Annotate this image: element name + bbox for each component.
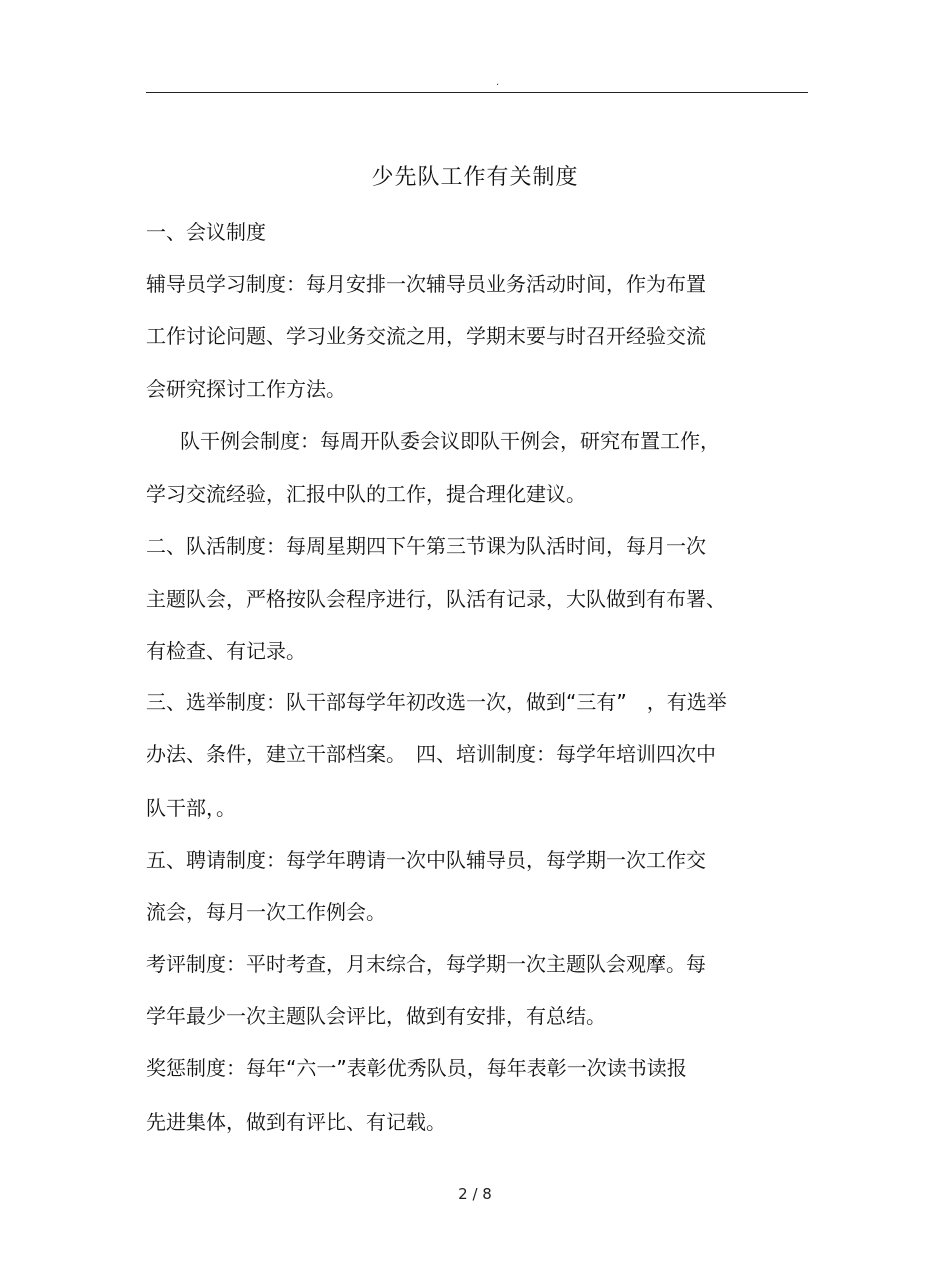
body-line-17: 奖惩制度：每年“六一”表彰优秀队员，每年表彰一次读书读报 xyxy=(146,1056,687,1080)
body-line-4: 会研究探讨工作方法。 xyxy=(146,377,346,401)
page-header-mark: . xyxy=(496,77,500,88)
body-line-9: 有检查、有记录。 xyxy=(146,639,306,663)
body-line-11: 办法、条件，建立干部档案。 四、培训制度：每学年培训四次中 xyxy=(146,742,716,766)
header-rule xyxy=(146,92,808,93)
body-line-3: 工作讨论问题、学习业务交流之用，学期末要与时召开经验交流 xyxy=(146,324,706,348)
body-line-7: 二、队活制度：每周星期四下午第三节课为队活时间，每月一次 xyxy=(146,534,706,558)
body-line-14: 流会，每月一次工作例会。 xyxy=(146,900,386,924)
body-line-12: 队干部，。 xyxy=(146,796,236,820)
body-line-13: 五、聘请制度：每学年聘请一次中队辅导员，每学期一次工作交 xyxy=(146,848,706,872)
body-line-16: 学年最少一次主题队会评比，做到有安排，有总结。 xyxy=(146,1004,606,1028)
body-line-6: 学习交流经验，汇报中队的工作，提合理化建议。 xyxy=(146,482,586,506)
page-indicator: 2 / 8 xyxy=(458,1185,492,1203)
body-line-8: 主题队会，严格按队会程序进行，队活有记录，大队做到有布署、 xyxy=(146,587,726,611)
body-line-15: 考评制度：平时考查，月末综合，每学期一次主题队会观摩。每 xyxy=(146,952,706,976)
body-line-10: 三、选举制度：队干部每学年初改选一次，做到“三有” ，有选举 xyxy=(146,690,727,714)
body-line-5: 队干例会制度：每周开队委会议即队干例会，研究布置工作， xyxy=(180,429,720,453)
body-line-1: 一、会议制度 xyxy=(146,220,266,244)
body-line-2: 辅导员学习制度：每月安排一次辅导员业务活动时间，作为布置 xyxy=(146,272,706,296)
document-title: 少先队工作有关制度 xyxy=(371,165,579,190)
body-line-18: 先进集体，做到有评比、有记载。 xyxy=(146,1110,446,1134)
